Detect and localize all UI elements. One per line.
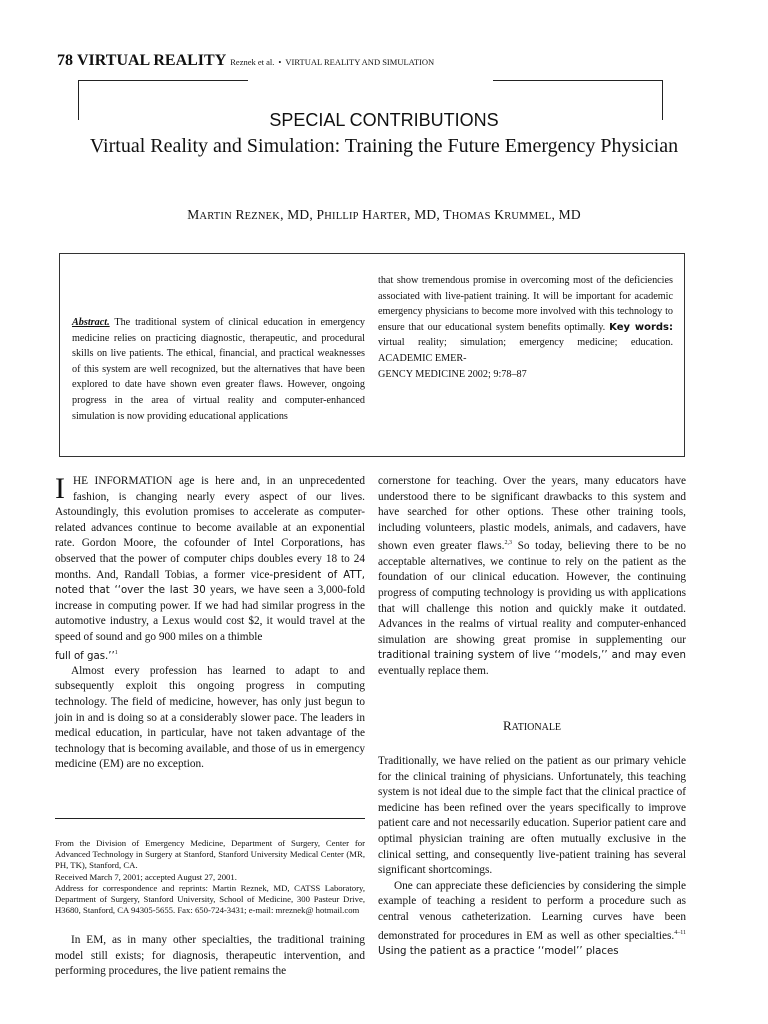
- rationale-heading: RATIONALE: [502, 718, 562, 733]
- abstract-right-column: [378, 273, 673, 382]
- right-paragraph-1: cornerstone for teaching. Over the years, many educators have understood there to be significant drawbacks to this system and have searched for other options. These other training tools, including volunteers, plastic models, animals, and cadavers, have shown even greater flaws.$^{2,3}$ So today, believing there to be no acceptable alternatives, we continue to rely on the patient as the foundation of our clinical education. However, the continuing progress of computing technology is providing us with applications that will challenge this notion and quickly make it outdated. Advances in the realms of virtual reality and computer-enhanced simulation are showing great promise in supplementing our traditional training system of live ‘‘models,’’ and may even eventually replace them.: [378, 475, 686, 677]
- journal-name: VIRTUAL REALITY: [77, 52, 227, 69]
- keywords: virtual reality; simulation; emergency medicine; education. ACADEMIC EMER-: [378, 337, 673, 364]
- abstract-label: Abstract.: [72, 317, 110, 328]
- footnote: [55, 838, 365, 916]
- section-heading: SPECIAL CONTRIBUTIONS: [269, 110, 499, 130]
- running-head: [57, 52, 434, 70]
- paragraph-3: In EM, as in many other specialties, the traditional training model still exists; for diagnosis, therapeutic intervention, and performing procedures, the live patient remains the: [55, 934, 365, 978]
- abstract-text-left: The traditional system of clinical education in emergency medicine relies on practicing diagnostic, therapeutic, and procedural skills on live patients. The ethical, financial, and practical weaknesses of this system are well recognized, but the alternatives that have been explored to date have shown even greater flaws. However, ongoing progress in the area of virtual reality and computer-enhanced simulation is now providing educational applications: [72, 317, 365, 422]
- author-2: PHILLIP HARTER, MD: [316, 207, 437, 222]
- running-article-title: VIRTUAL REALITY AND SIMULATION: [285, 57, 435, 67]
- page-number: 78: [57, 52, 73, 69]
- body-left-continued: [55, 933, 365, 980]
- body-right-column: [378, 474, 686, 679]
- right-paragraph-3: One can appreciate these deficiencies by considering the simple example of teaching a resident to perform a procedure such as central venous catheterization. Learning curves have been demonstrated for procedures in EM as well as other specialties.$^{4-11}$ Using the patient as a practice ‘‘model’’ places: [378, 879, 686, 957]
- abstract-left-column: [72, 315, 365, 424]
- running-authors: Reznek et al.: [230, 57, 275, 67]
- body-left-column: [55, 474, 365, 773]
- footnote-correspondence: Address for correspondence and reprints: Martin Reznek, MD, CATSS Laboratory, Department of Surgery, Stanford University, School of Medicine, 300 Pasteur Drive, H3680, Stanford, CA 94305-5655. Fax: 650-724-3431; e-mail: mreznek@ hotmail.com: [55, 882, 365, 916]
- author-1: MARTIN REZNEK, MD: [187, 207, 310, 222]
- article-title: Virtual Reality and Simulation: Training the Future Emergency Physician: [89, 135, 679, 157]
- author-list: MARTIN REZNEK, MD, PHILLIP HARTER, MD, THOMAS KRUMMEL, MD: [187, 207, 581, 222]
- footnote-received: Received March 7, 2001; accepted August 27, 2001.: [55, 871, 237, 882]
- keywords-label: Key words:: [609, 321, 673, 333]
- journal-citation: GENCY MEDICINE 2002; 9:78–87: [378, 368, 527, 380]
- author-3: THOMAS KRUMMEL, MD: [443, 207, 581, 222]
- bracket-left-top: [78, 80, 248, 81]
- running-separator: •: [278, 57, 282, 67]
- abstract-text-right: that show tremendous promise in overcoming most of the deficiencies associated with live-patient training. It will be important for academic emergency physicians to become more involved with this technology to ensure that our educational system benefits optimally.: [378, 275, 673, 333]
- right-paragraph-2: Traditionally, we have relied on the patient as our primary vehicle for the clinical training of physicians. Unfortunately, this teaching system is not ideal due to the simple fact that the clinical practice of medicine has been refined over the years specifically to improve patient care and not necessarily education. Superior patient care and optimal physician training are often mutually exclusive in the clinical setting, and consequently live-patient training has several significant shortcomings.: [378, 755, 686, 877]
- intro-paragraph: IHE INFORMATION age is here and, in an unprecedented fashion, is changing nearly every aspect of our lives. Astoundingly, this evolution promises to accelerate as computer-related advances continue to become available at an exponential rate. Gordon Moore, the cofounder of Intel Corporations, has observed that the power of computer chips doubles every 18 to 24 months. And, Randall Tobias, a former vice-president of ATT, noted that ‘‘over the last 30 years, we have seen a 3,000-fold increase in computing power. If we had had similar progress in the automotive industry, a Lexus would cost $2, it would travel at the speed of sound and go 900 miles on a thimble full of gas.’’$^1$: [55, 472, 365, 662]
- rationale-body: [378, 754, 686, 959]
- paragraph-2: Almost every profession has learned to adapt to and subsequently exploit this ongoing progress in computing technology. The field of medicine, however, has only just begun to join in and is doing so at a considerably slower pace. The leaders in medical education, in particular, have not taken advantage of the technology that is becoming available, and those of us in emergency medicine (EM) are no exception.: [55, 664, 365, 771]
- drop-cap: I: [55, 472, 65, 505]
- bracket-right-top: [493, 80, 663, 81]
- footnote-affiliation: From the Division of Emergency Medicine, Department of Surgery, Center for Advanced Technology in Surgery at Stanford, Stanford University Medical Center (MR, PH, TK), Stanford, CA.: [55, 838, 365, 871]
- footnote-divider: [55, 818, 365, 819]
